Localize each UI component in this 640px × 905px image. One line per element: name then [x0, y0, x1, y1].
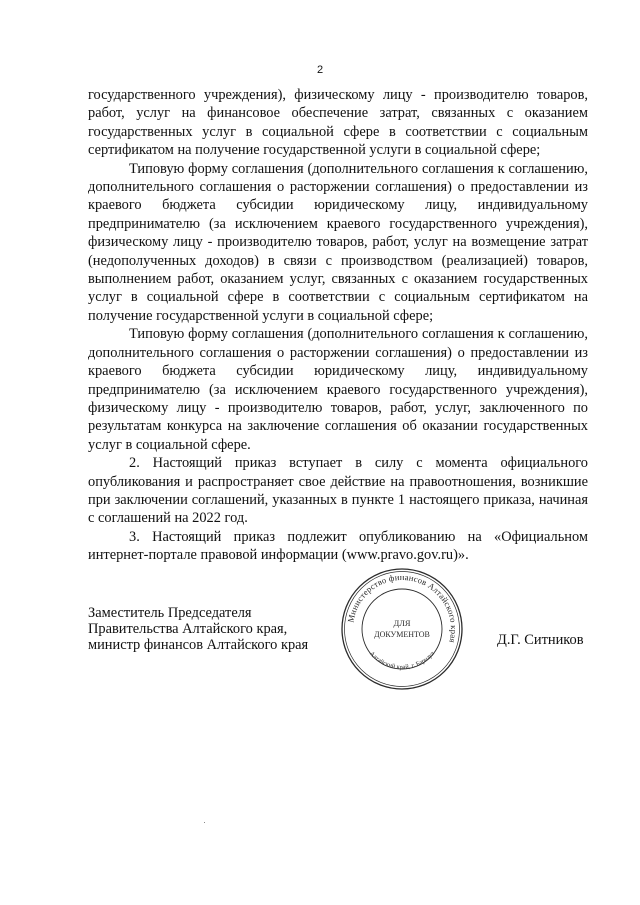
seal-ring-text: Министерство финансов Алтайского края — [345, 571, 460, 644]
paragraph-item-2: 2. Настоящий приказ вступает в силу с момента официального опубликования и распространяет свое действие на правоотношения, возникшие при заключении соглашений, указанных в пункте 1 настоящего приказа, начиная с соглашений на 2022 год. — [88, 455, 588, 527]
seal-center-line-1: ДЛЯ — [393, 619, 411, 628]
signatory-name: Д.Г. Ситников — [497, 632, 584, 648]
signatory-position — [88, 605, 348, 653]
page-number: 2 — [316, 64, 324, 76]
paragraph-continuation: государственного учреждения), физическому лицу - производителю товаров, работ, услуг на финансовое обеспечение затрат, связанных с оказанием государственных услуг в социальной сфере в соответствии с социальным сертификатом на получение государственной услуги в социальной сфере; — [88, 87, 588, 159]
document-body — [88, 86, 588, 565]
scan-speck — [204, 822, 205, 823]
seal-bottom-text: Алтайский край, г. Барнаул — [368, 650, 436, 671]
paragraph-item-3: 3. Настоящий приказ подлежит опубликованию на «Официальном интернет-портале правовой информации (www.pravo.gov.ru)». — [88, 528, 588, 564]
svg-text:Алтайский край, г. Барнаул — [368, 650, 436, 671]
seal-center-line-2: ДОКУМЕНТОВ — [374, 630, 430, 639]
seal-outer-ring — [342, 569, 462, 689]
official-seal — [339, 566, 465, 692]
signatory-position-line: Заместитель Председателя — [88, 605, 252, 621]
paragraph-form-compensation: Типовую форму соглашения (дополнительного соглашения к соглашению, дополнительного соглашения о расторжении соглашения) о предоставлении из краевого бюджета субсидии юридическому лицу, индивидуальному предпринимателю (за исключением краевого государственного учреждения), физическому лицу - производителю товаров, работ, услуг на возмещение затрат (недополученных доходов) в связи с производством (реализацией) товаров, выполнением работ, оказанием услуг, связанных с оказанием государственных услуг в социальной сфере в соответствии с социальным сертификатом на получение государственной услуги в социальной сфере; — [88, 160, 588, 324]
signatory-position-line: Правительства Алтайского края, — [88, 621, 288, 637]
signatory-position-line: министр финансов Алтайского края — [88, 637, 309, 653]
paragraph-form-competition: Типовую форму соглашения (дополнительного соглашения к соглашению, дополнительного соглашения о расторжении соглашения) о предоставлении из краевого бюджета субсидии юридическому лицу, индивидуальному предпринимателю (за исключением краевого государственного учреждения), физическому лицу - производителю товаров, работ, услуг, заключенного по результатам конкурса на заключение соглашения об оказании государственных услуг в социальной сфере. — [88, 326, 588, 453]
